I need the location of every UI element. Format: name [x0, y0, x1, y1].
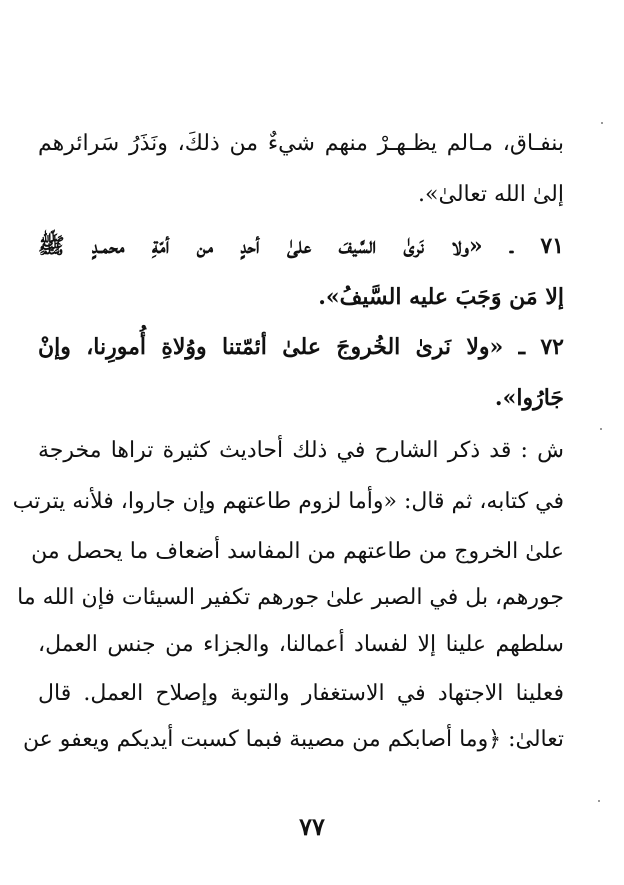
article-72-line-1: ٧٢ ـ «ولا نَرىٰ الخُروجَ علىٰ أئمّتنا ووُلاةِ أُمورِنا، وإنْ [38, 334, 564, 360]
commentary-line-2: في كتابه، ثم قال: «وأما لزوم طاعتهم وإن جاروا، فلأنه يترتب [12, 489, 564, 514]
speck [601, 122, 603, 124]
speck [598, 800, 600, 802]
commentary-line-6: فعلينا الاجتهاد في الاستغفار والتوبة وإصلاح العمل. قال [38, 681, 564, 706]
text-line-1: بنفـاق، مـالم يظـهـرْ منهم شيءٌ من ذلكَ، ونَذَرُ سَرائرهم [38, 131, 564, 156]
speck [600, 428, 602, 430]
article-71-line-1: ٧١ ـ «ولا نَرىٰ السَّيفَ علىٰ أحدٍ من أمّةِ محمـدٍ ﷺ [38, 233, 564, 259]
page-number: ٧٧ [299, 812, 325, 841]
commentary-line-5: سلطهم علينا إلا لفساد أعمالنا، والجزاء من جنس العمل، [38, 632, 564, 657]
article-71-line-2: إلا مَن وَجَبَ عليه السَّيفُ». [318, 284, 564, 310]
commentary-line-4: جورهم، بل في الصبر علىٰ جورهم تكفير السيئات فإن الله ما [17, 585, 564, 610]
commentary-line-7: تعالىٰ: ﴿وما أصابكم من مصيبة فبما كسبت أيديكم ويعفو عن [22, 727, 564, 752]
commentary-line-3: علىٰ الخروج من طاعتهم من المفاسد أضعاف ما يحصل من [31, 539, 564, 564]
text-line-2: إلىٰ الله تعالىٰ». [418, 182, 564, 207]
article-72-line-2: جَارُوا». [494, 385, 564, 411]
commentary-line-1: ش : قد ذكر الشارح في ذلك أحاديث كثيرة تراها مخرجة [38, 438, 564, 463]
